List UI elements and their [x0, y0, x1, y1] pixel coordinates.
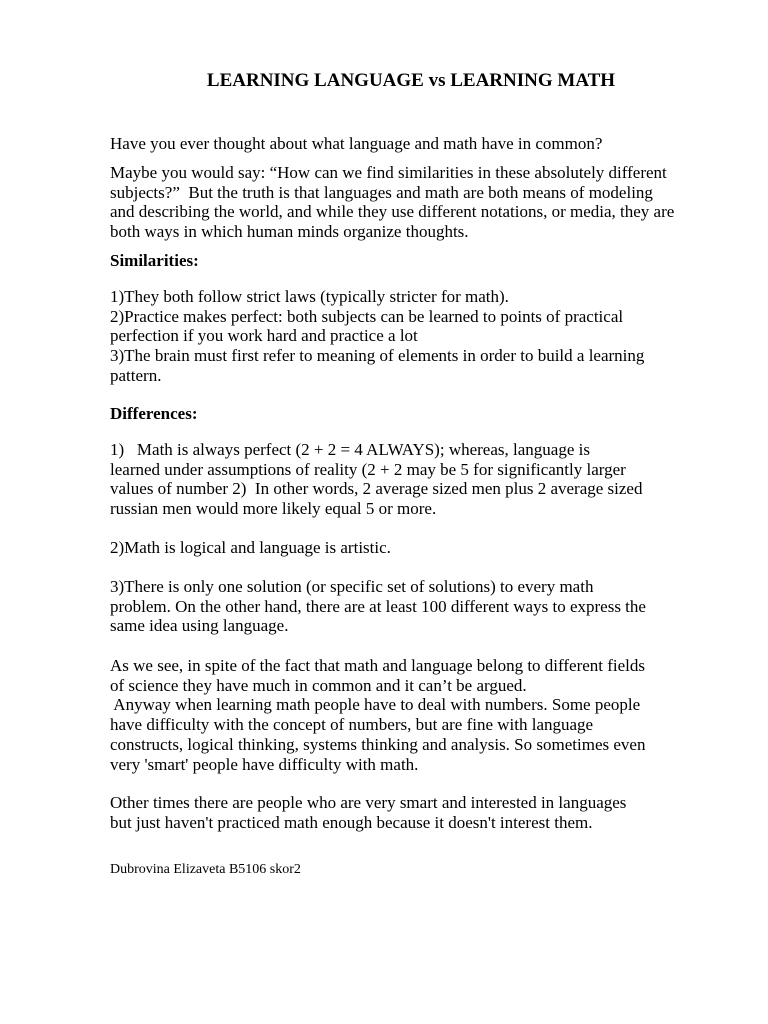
conclusion-paragraph: [110, 656, 730, 774]
list-line: 3)There is only one solution (or specific set of solutions) to every math: [110, 577, 594, 596]
list-line: pattern.: [110, 365, 162, 385]
text-line: have difficulty with the concept of numbers, but are fine with language: [110, 715, 594, 735]
author-line: Dubrovina Elizaveta B5106 skor2: [110, 862, 301, 877]
text-line: constructs, logical thinking, systems thinking and analysis. So sometimes even: [110, 734, 646, 754]
list-line: 1)They both follow strict laws (typically stricter for math).: [110, 287, 509, 306]
intro-paragraph: [110, 163, 730, 242]
list-line: 3)The brain must first refer to meaning of elements in order to build a learning: [110, 346, 645, 366]
difference-1: [110, 440, 730, 519]
text-line: As we see, in spite of the fact that math and language belong to different fields: [110, 656, 646, 675]
text-line: Have you ever thought about what language and math have in common?: [110, 134, 603, 153]
text-line: Other times there are people who are very smart and interested in languages: [110, 793, 627, 812]
list-line: 2)Math is logical and language is artistic.: [110, 538, 391, 557]
text-line: both ways in which human minds organize thoughts.: [110, 222, 469, 242]
text-line: but just haven't practiced math enough because it doesn't interest them.: [110, 812, 593, 832]
list-line: same idea using language.: [110, 616, 289, 636]
text-line: subjects?” But the truth is that languages and math are both means of modeling: [110, 182, 653, 202]
similarities-heading: [110, 251, 730, 271]
text-line: very 'smart' people have difficulty with math.: [110, 754, 419, 774]
list-line: learned under assumptions of reality (2 + 2 may be 5 for significantly larger: [110, 459, 626, 479]
text-line: Maybe you would say: “How can we find similarities in these absolutely different: [110, 163, 667, 182]
difference-2: [110, 538, 730, 558]
section-heading: Similarities:: [110, 251, 199, 270]
list-line: 1) Math is always perfect (2 + 2 = 4 ALWAYS); whereas, language is: [110, 440, 590, 459]
difference-3: [110, 577, 730, 636]
differences-heading: [110, 404, 730, 424]
list-line: russian men would more likely equal 5 or more.: [110, 499, 437, 519]
list-line: 2)Practice makes perfect: both subjects can be learned to points of practical: [110, 306, 624, 326]
similarities-list: [110, 287, 730, 386]
list-line: problem. On the other hand, there are at least 100 different ways to express the: [110, 596, 646, 616]
list-line: values of number 2) In other words, 2 average sized men plus 2 average sized: [110, 479, 643, 499]
intro-question: [110, 134, 730, 154]
closing-paragraph: [110, 793, 730, 832]
section-heading: Differences:: [110, 404, 198, 423]
text-line: Anyway when learning math people have to deal with numbers. Some people: [110, 695, 641, 715]
list-line: perfection if you work hard and practice a lot: [110, 326, 418, 346]
document-title: LEARNING LANGUAGE vs LEARNING MATH: [206, 70, 616, 91]
text-line: of science they have much in common and it can’t be argued.: [110, 675, 527, 695]
text-line: and describing the world, and while they use different notations, or media, they are: [110, 202, 675, 222]
